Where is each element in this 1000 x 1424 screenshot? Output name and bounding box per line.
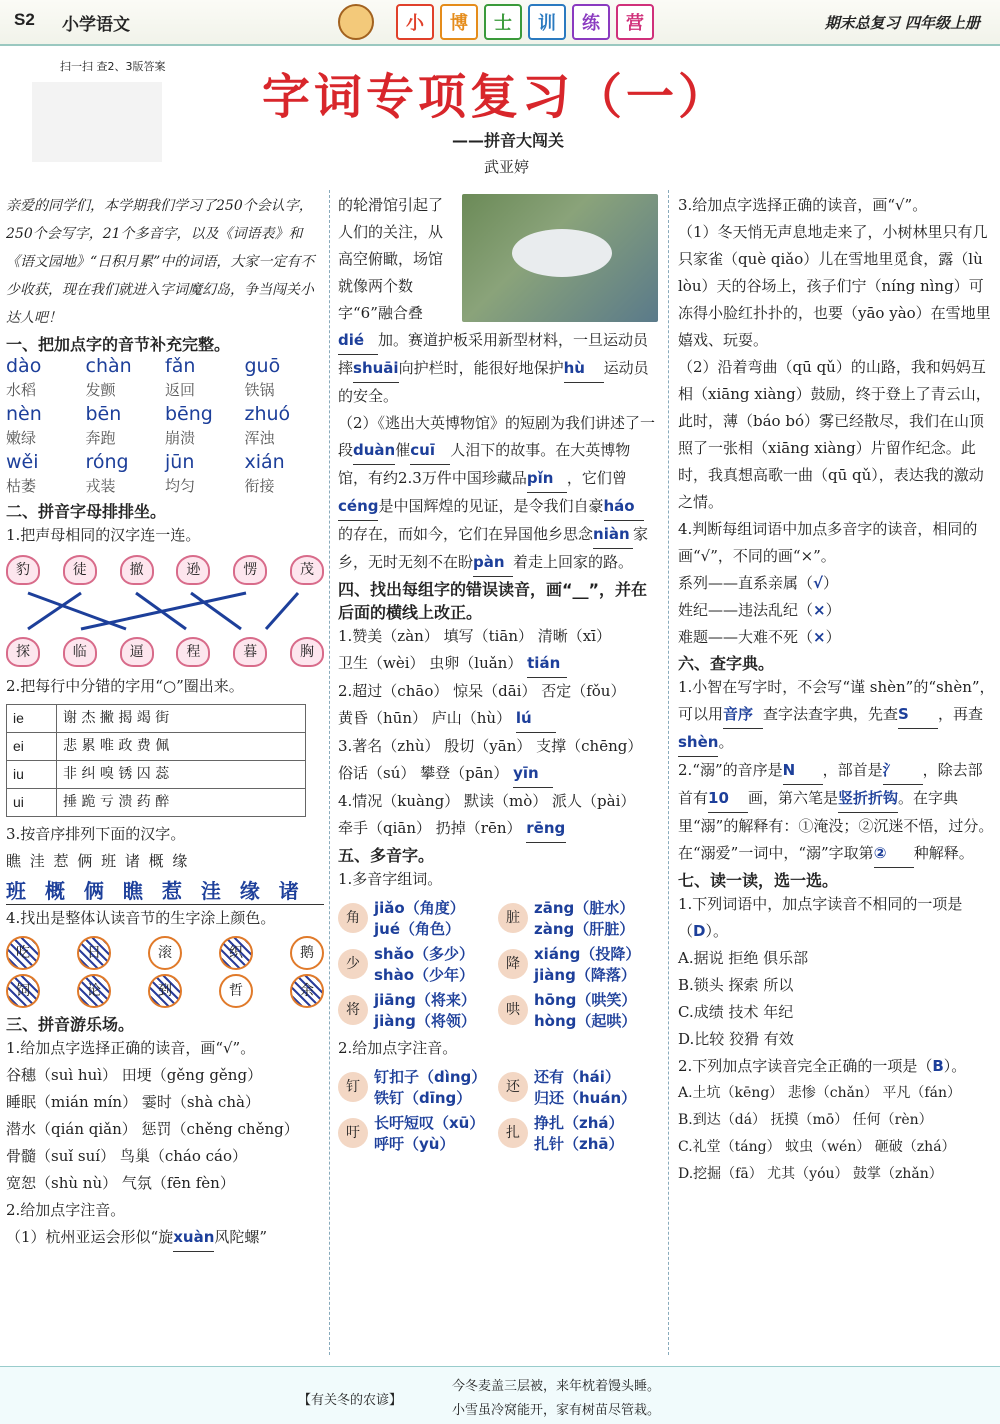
page-header — [0, 0, 1000, 46]
judge-row: 姓纪——违法乱纪（×） — [678, 601, 841, 619]
header-right: 期末总复习 四年级上册 — [824, 14, 980, 32]
char-bubble: 探 — [6, 637, 40, 667]
answer: háo — [604, 493, 644, 521]
pinyin-item: bēn 奔跑 — [85, 403, 122, 447]
q61: 1.小智在写字时，不会写“谨 shèn”的“shèn”，可以用音序 查字法查字典，先查S ，再查shèn。 — [678, 674, 996, 757]
author: 武亚婷 — [484, 158, 530, 176]
pinyin-item: zhuó 浑浊 — [244, 403, 291, 447]
page-subtitle: ——拼音大闯关 — [452, 131, 565, 150]
q31-row: 潜水（qián qiǎn） 惩罚（chěng chěng） — [6, 1120, 299, 1138]
s4-group: 2.超过（chāo） 惊呆（dāi） 否定（fǒu） 黄昏（hūn） 庐山（hù） lú — [338, 678, 658, 733]
q31-row: 睡眠（mián mín） 霎时（shà chà） — [6, 1093, 260, 1111]
pinyin-item: nèn 嫩绿 — [6, 403, 42, 447]
q31-row: 骨髓（suǐ suí） 鸟巢（cháo cáo） — [6, 1147, 248, 1165]
char-bubble: 逼 — [120, 637, 154, 667]
pinyin-item: róng 戎装 — [85, 451, 129, 495]
option: D.挖掘（fā） 尤其（yóu） 鼓掌（zhǎn） — [678, 1166, 943, 1182]
char-bubble: 撤 — [120, 555, 154, 585]
char-bubble: 暮 — [233, 637, 267, 667]
question-5-2: 2.给加点字注音。 — [338, 1039, 458, 1057]
brand-char: 小 — [396, 4, 434, 40]
question-2-4: 4.找出是整体认读音节的生字涂上颜色。 — [6, 909, 276, 927]
question-5-1: 1.多音字组词。 — [338, 870, 443, 888]
subject-label: 小学语文 — [62, 15, 130, 35]
section-2-title: 二、拼音字母排排坐。 — [6, 502, 167, 521]
section-1-title: 一、把加点字的音节补充完整。 — [6, 335, 231, 354]
vowel-table — [6, 704, 306, 817]
page-title: 字词专项复习（一） — [262, 69, 731, 125]
brand-char: 营 — [616, 4, 654, 40]
top-chars — [6, 555, 324, 585]
intro-text: 亲爱的同学们，本学期我们学习了250个会认字，250个会写字，21个多音字，以及《词语表》和《语文园地》“日积月累”中的词语，大家一定有不少收获，现在我们就进入字词魔幻岛，争当闯关小达人吧！ — [6, 198, 315, 326]
zhuyin-grid: 钉 钉扣子（dìng） 铁钉（dīng） 还 还有（hái） 归还（huán） 吁 长吁短叹（xū） 呼吁（yù） 扎 挣扎（zhá） 扎针（zhā） — [338, 1066, 658, 1154]
char-bubble: 茂 — [290, 555, 324, 585]
answer: niàn — [593, 521, 633, 549]
question-4: 4.判断每组词语中加点多音字的读音，相同的画“√”，不同的画“×”。 — [678, 520, 978, 565]
question-2-3: 3.按音序排列下面的汉字。 — [6, 825, 186, 843]
option: B.到达（dá） 抚摸（mō） 任何（rèn） — [678, 1112, 933, 1128]
q3-passage-1: （1）冬天悄无声息地走来了，小树林里只有几只家雀（què qiǎo）儿在雪地里觅食，露（lù lòu）天的谷场上，孩子们宁（níng nìng）可冻得小脸红扑扑的，也要（yāo yào）在雪地里嬉戏、玩耍。 — [678, 223, 991, 349]
q31-row: 宽恕（shù nù） 气氛（fēn fèn） — [6, 1174, 235, 1192]
pinyin-item: guō 铁锅 — [244, 355, 281, 399]
option: A.土坑（kēng） 悲惨（chǎn） 平凡（fán） — [678, 1085, 961, 1101]
column-3 — [678, 192, 996, 1188]
footer-line-2: 小雪虽冷窝能开，家有树苗尽管栽。 — [452, 1403, 661, 1418]
column-2: 的轮滑馆引起了人们的关注，从高空俯瞰，场馆就像两个数字“6”融合叠 dié 加。赛道护板采用新型材料，一旦运动员摔shuāi向护栏时，能很好地保护hù 运动员的安全。 （2）《逃出大英博物馆》的短剧为我们讲述了一段duàn催cuī 人泪下的故事。在大英博物馆，有约2.3万件中国珍藏品pǐn ，它们曾céng是中国辉煌的见证，是令我们自豪háo的存在，而如今，它们在异国他乡思念niàn 家乡，无时无刻不在盼pàn 着走上回家的路。 四、找出每组字的错误读音，画“__”，并在后面的横线上改正。 1.赞美（zàn） 填写（tiān） 清晰（xī） 卫生（wèi） 虫卵（luǎn） tián 2.超过（chāo） 惊呆（dāi） 否定（fǒu） 黄昏（hūn） 庐山（hù） lú 3.著名（zhù） 殷切（yān） 支撑（chēng） 俗话（sú） 攀登（pān） yīn 4.情况（kuàng） 默读（mò） 派人（pài） 牵手（qiān） 扔掉（rēn） rēng 五、多音字。 1.多音字组词。 角 jiǎo（角度） jué（角色） 脏 zāng（脏水） zàng（肝脏） 少 shǎo（多少） shào（少年） 降 xiáng（投降） jiàng（降落） 将 jiāng（将来） jiàng（将领） 哄 hōng（哄笑） hòng（起哄） 2.给加点字注音。 钉 钉扣子（dìng） 铁钉（dīng） 还 还有（hái） 归还（huán） 吁 长吁短叹（xū） 呼吁（yù） 扎 挣扎（zhá） 扎针（zhā） — [338, 192, 658, 1158]
q72: 2.下列加点字读音完全正确的一项是（B）。 — [678, 1057, 967, 1075]
table-row: ui 捶 跪 亏 溃 药 醉 — [7, 789, 306, 817]
brand-boxes — [396, 4, 654, 40]
s4-group: 3.著名（zhù） 殷切（yān） 支撑（chēng） 俗话（sú） 攀登（pān） yīn — [338, 733, 658, 788]
q23-chars: 瞧 洼 惹 俩 班 诸 概 缘 — [6, 852, 190, 870]
section-7-title: 七、读一读，选一选。 — [678, 871, 839, 890]
footer-label: 【有关冬的农谚】 — [298, 1393, 403, 1408]
qr-code — [32, 82, 162, 162]
option: C.礼堂（táng） 蚊虫（wén） 砸破（zhá） — [678, 1139, 956, 1155]
char-bubble: 临 — [63, 637, 97, 667]
char-bubble: 豹 — [6, 555, 40, 585]
stadium-photo — [462, 194, 658, 322]
table-row: ei 悲 累 唯 政 费 佩 — [7, 733, 306, 761]
s4-group: 1.赞美（zàn） 填写（tiān） 清晰（xī） 卫生（wèi） 虫卵（luǎn） tián — [338, 623, 658, 678]
answer: duàn — [353, 437, 395, 465]
brand-char: 练 — [572, 4, 610, 40]
q23-answer: 班 概 俩 瞧 惹 洼 缘 诸 — [6, 875, 324, 905]
judge-row: 难题——大难不死（×） — [678, 628, 841, 646]
option: C.成绩 技术 年纪 — [678, 1003, 794, 1021]
footer — [0, 1366, 1000, 1424]
question-3-2: 2.给加点字注音。 — [6, 1201, 126, 1219]
circle-row-2: 饲 论 到 哲 余 — [6, 974, 324, 1008]
table-row: ie 谢 杰 撇 揭 竭 街 — [7, 705, 306, 733]
char-bubble: 胸 — [290, 637, 324, 667]
pinyin-item: jūn 均匀 — [165, 451, 196, 495]
brand-char: 士 — [484, 4, 522, 40]
answer: céng — [338, 493, 378, 521]
mascot-icon — [338, 4, 374, 40]
char-bubble: 愣 — [233, 555, 267, 585]
pinyin-item: dào 水稻 — [6, 355, 42, 399]
pinyin-item: wěi 枯萎 — [6, 451, 39, 495]
column-1 — [6, 192, 324, 1252]
answer: hù — [564, 355, 604, 383]
question-2-1: 1.把声母相同的汉字连一连。 — [6, 526, 201, 544]
pinyin-item: xián 衔接 — [244, 451, 285, 495]
char-bubble: 逊 — [176, 555, 210, 585]
table-row: iu 非 纠 嗅 锈 囚 蕊 — [7, 761, 306, 789]
char-bubble: 程 — [176, 637, 210, 667]
page-number: S2 — [14, 10, 35, 29]
column-divider — [668, 190, 669, 1355]
column-divider — [329, 190, 330, 1355]
q32-text: （1）杭州亚运会形似“旋xuàn风陀螺” — [6, 1224, 324, 1252]
q31-row: 谷穗（suì huì） 田埂（gěng gěng） — [6, 1066, 263, 1084]
q71: 1.下列词语中，加点字读音不相同的一项是（D）。 — [678, 895, 963, 940]
answer: shuāi — [353, 355, 399, 383]
q3-passage-2: （2）沿着弯曲（qū qǔ）的山路，我和妈妈互相（xiāng xiàng）鼓励，终于登上了青云山，此时，薄（báo bó）雾已经散尽，我们在山顶照了一张相（xiāng xiàng）片留作纪念。此时，我真想高歌一曲（qū qǔ），表达我的激动之情。 — [678, 358, 991, 511]
option: A.据说 拒绝 俱乐部 — [678, 949, 809, 967]
option: B.锁头 探索 所以 — [678, 976, 794, 994]
char-bubble: 徒 — [63, 555, 97, 585]
pinyin-item: fǎn 返回 — [165, 355, 196, 399]
section-3-title: 三、拼音游乐场。 — [6, 1015, 135, 1034]
brand-char: 训 — [528, 4, 566, 40]
pinyin-item: bēng 崩溃 — [165, 403, 213, 447]
judge-row: 系列——直系亲属（√） — [678, 574, 839, 592]
section-4-title: 四、找出每组字的错误读音，画“__”，并在后面的横线上改正。 — [338, 580, 648, 622]
match-lines — [6, 591, 324, 631]
question-2-2: 2.把每行中分错的字用“○”圈出来。 — [6, 677, 244, 695]
q62: 2.“溺”的音序是N ，部首是氵 ，除去部首有10 画，第六笔是竖折折钩。在字典里“溺”的解释有：①淹没；②沉迷不悟，过分。在“溺爱”一词中，“溺”字取第② 种解释。 — [678, 757, 996, 868]
answer: pǐn — [527, 465, 567, 493]
section-6-title: 六、查字典。 — [678, 654, 775, 673]
s4-group: 4.情况（kuàng） 默读（mò） 派人（pài） 牵手（qiān） 扔掉（rēn） rēng — [338, 788, 658, 843]
pinyin-grid — [6, 355, 324, 499]
bottom-chars — [6, 637, 324, 667]
question-3-3: 3.给加点字选择正确的读音，画“√”。 — [678, 196, 928, 214]
section-5-title: 五、多音字。 — [338, 846, 435, 865]
option: D.比较 狡猾 有效 — [678, 1030, 794, 1048]
pinyin-item: chàn 发颤 — [85, 355, 132, 399]
scan-hint: 扫一扫 查2、3版答案 — [60, 60, 166, 73]
answer: pàn — [473, 549, 513, 577]
answer: cuī — [410, 437, 450, 465]
footer-line-1: 今冬麦盖三层被，来年枕着馒头睡。 — [452, 1379, 661, 1394]
polyphone-grid: 角 jiǎo（角度） jué（角色） 脏 zāng（脏水） zàng（肝脏） 少 shǎo（多少） shào（少年） 降 xiáng（投降） jiàng（降落） 将 jiāng（将来） jiàng（将领） 哄 hōng（哄笑） hòng（起哄） — [338, 897, 658, 1031]
answer: dié — [338, 327, 378, 355]
question-3-1: 1.给加点字选择正确的读音，画“√”。 — [6, 1039, 256, 1057]
circle-row-1: 吃 日 滚 织 鹅 — [6, 936, 324, 970]
brand-char: 博 — [440, 4, 478, 40]
